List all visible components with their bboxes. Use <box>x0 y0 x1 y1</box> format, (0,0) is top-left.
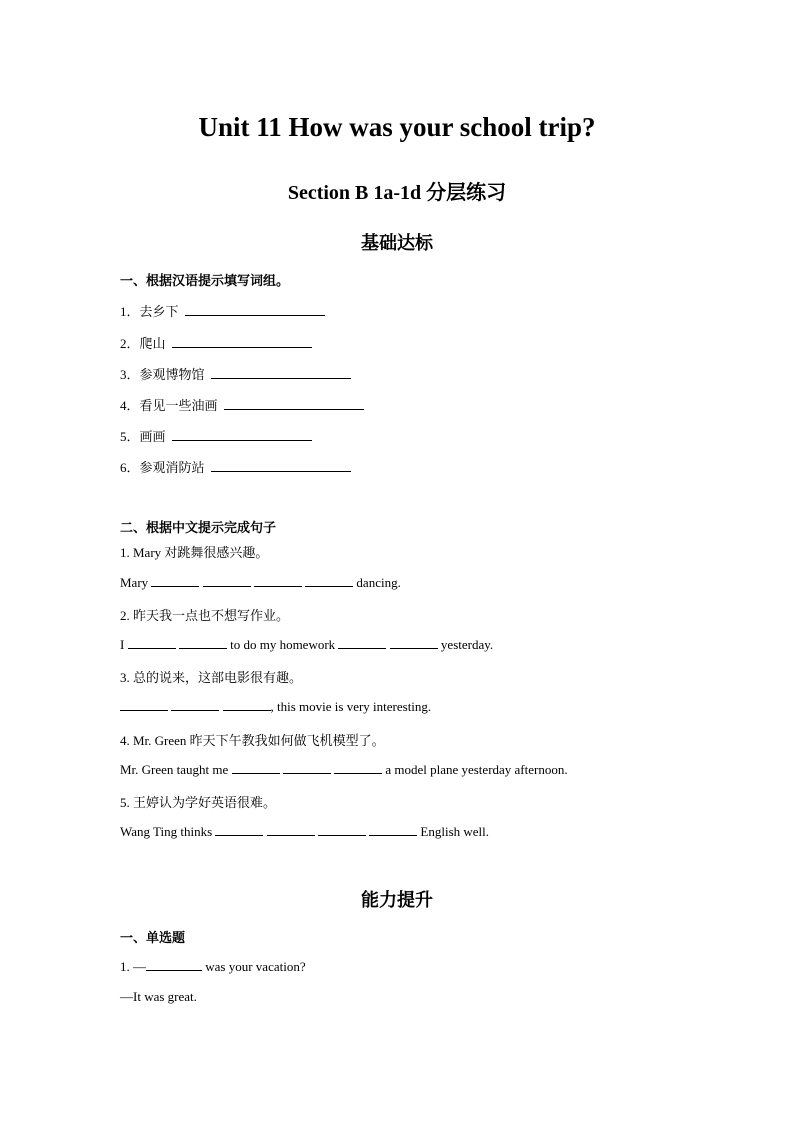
question-1: 1. — was your vacation? <box>120 959 306 974</box>
page-subtitle: Section B 1a-1d 分层练习 <box>287 182 507 204</box>
answer-blank[interactable] <box>232 761 280 774</box>
part2-answer-line: Mr. Green taught me a model plane yesterday afternoon. <box>120 762 568 777</box>
answer-blank[interactable] <box>211 459 351 472</box>
part2-prompt: 2. 昨天我一点也不想写作业。 <box>120 608 290 623</box>
answer-blank[interactable] <box>151 574 199 587</box>
answer-blank[interactable] <box>224 397 364 410</box>
part2-answer-line: I to do my homework yesterday. <box>120 637 494 652</box>
answer-blank[interactable] <box>254 574 302 587</box>
answer-blank[interactable] <box>185 303 325 316</box>
part1-item: 3．参观博物馆 <box>120 364 351 383</box>
part1-item: 2．爬山 <box>120 333 312 352</box>
answer-blank[interactable] <box>172 428 312 441</box>
part2-answer-line: Wang Ting thinks English well. <box>120 824 490 839</box>
answer-blank[interactable] <box>179 636 227 649</box>
answer-blank[interactable] <box>203 574 251 587</box>
answer-blank[interactable] <box>171 698 219 711</box>
answer-blank[interactable] <box>318 823 366 836</box>
part2-answer-line: , this movie is very interesting. <box>120 698 431 715</box>
answer-blank[interactable] <box>223 698 271 711</box>
part2-prompt: 5. 王婷认为学好英语很难。 <box>120 795 277 810</box>
answer-blank[interactable] <box>211 366 351 379</box>
answer-blank[interactable] <box>283 761 331 774</box>
part1-item: 6．参观消防站 <box>120 457 351 476</box>
part2-prompt: 1. Mary 对跳舞很感兴趣。 <box>120 545 269 560</box>
answer-blank[interactable] <box>172 335 312 348</box>
section-advanced-heading: 能力提升 <box>361 890 433 910</box>
answer-blank[interactable] <box>305 574 353 587</box>
part2-prompt: 4. Mr. Green 昨天下午教我如何做飞机模型了。 <box>120 733 385 748</box>
answer-blank[interactable] <box>128 636 176 649</box>
section-basic-heading: 基础达标 <box>361 233 433 253</box>
part2-prompt: 3. 总的说来，这部电影很有趣。 <box>120 670 303 685</box>
answer-blank[interactable] <box>369 823 417 836</box>
part2-heading: 二、根据中文提示完成句子 <box>120 520 277 535</box>
answer-blank[interactable] <box>146 958 202 971</box>
part2-answer-line: Mary dancing. <box>120 575 401 590</box>
part1-item: 5．画画 <box>120 426 312 445</box>
part3-heading: 一、单选题 <box>120 930 186 945</box>
answer-blank[interactable] <box>215 823 263 836</box>
answer-blank[interactable] <box>267 823 315 836</box>
page-title: Unit 11 How was your school trip? <box>198 112 596 142</box>
part1-item: 4．看见一些油画 <box>120 395 364 414</box>
answer-blank[interactable] <box>338 636 386 649</box>
answer-blank[interactable] <box>334 761 382 774</box>
question-1-answer: —It was great. <box>120 989 197 1004</box>
answer-blank[interactable] <box>390 636 438 649</box>
part1-item: 1．去乡下 <box>120 301 325 320</box>
answer-blank[interactable] <box>120 698 168 711</box>
part1-heading: 一、根据汉语提示填写词组。 <box>120 273 290 288</box>
